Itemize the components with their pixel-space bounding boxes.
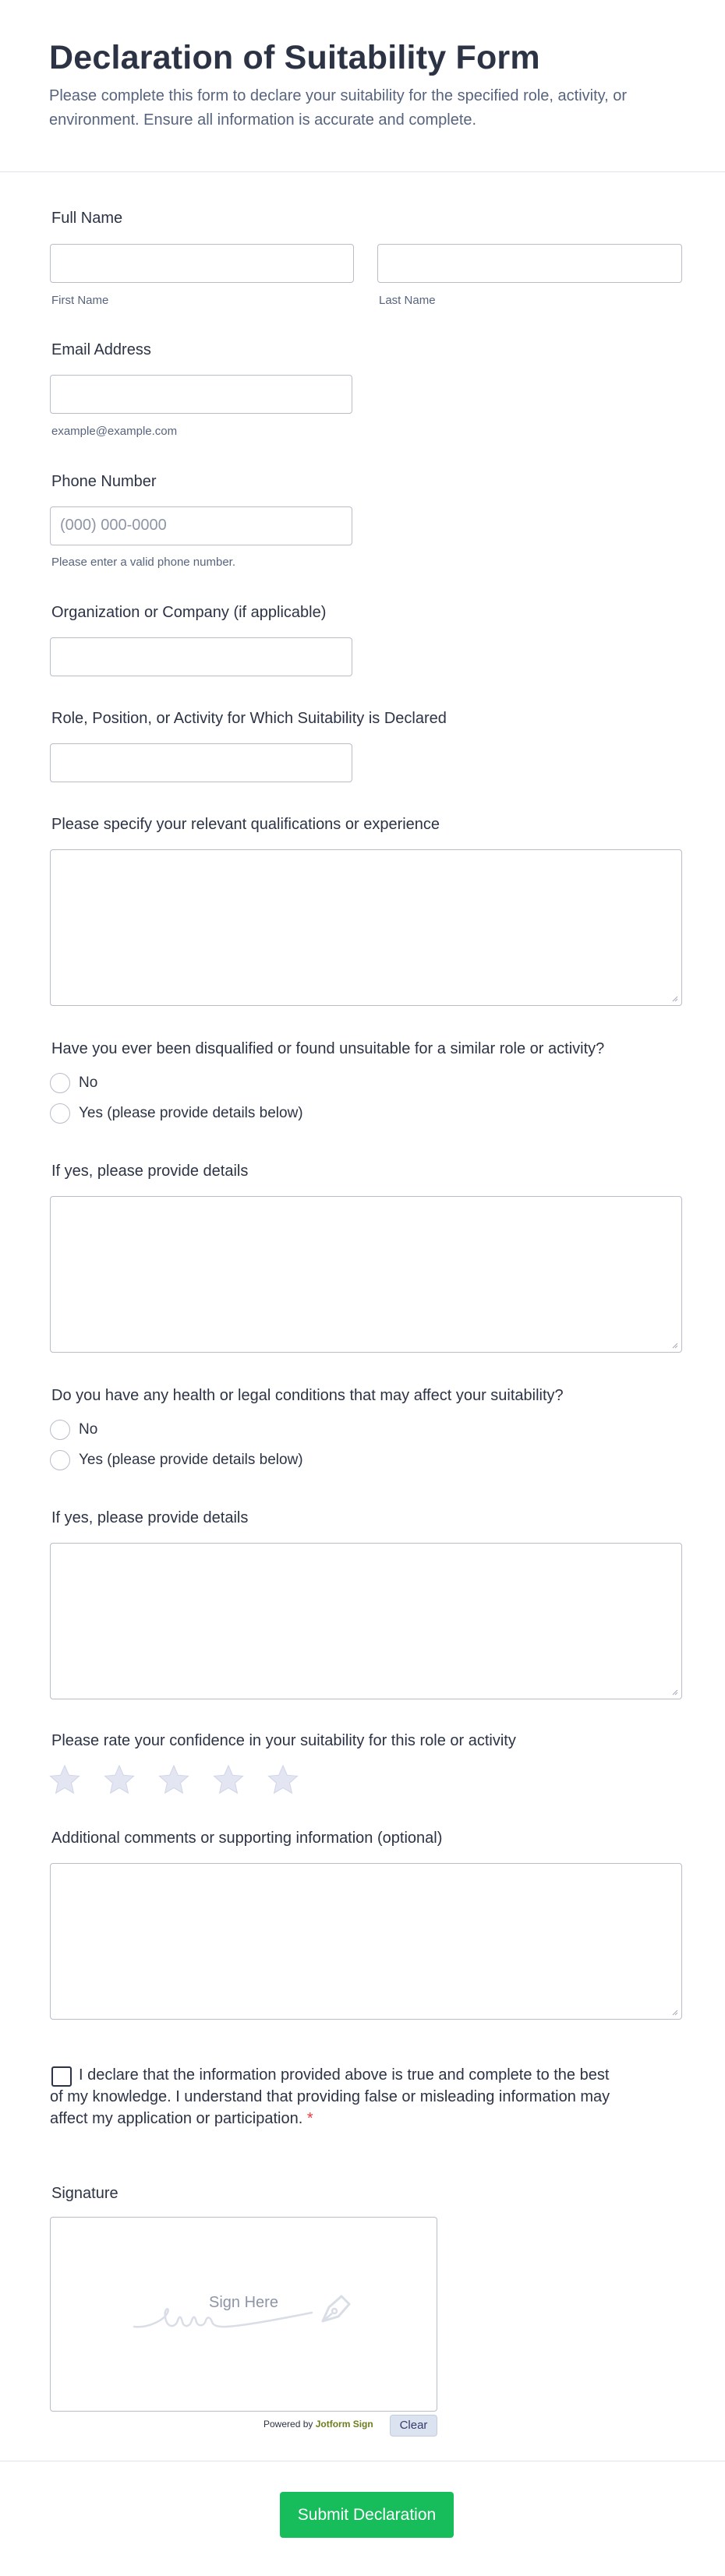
form-title: Declaration of Suitability Form [49, 39, 540, 76]
star-icon[interactable] [157, 1763, 190, 1796]
required-mark: * [306, 2110, 313, 2127]
submit-button[interactable]: Submit Declaration [280, 2492, 454, 2538]
star-icon[interactable] [103, 1763, 136, 1796]
option-label: No [79, 1421, 98, 1438]
full-name-label: Full Name [51, 210, 123, 227]
declaration-text: I declare that the information provided above is true and complete to the best of my knowledge. I understand that providing false or misleading information may affect my application or participation. [50, 2066, 610, 2127]
last-name-input[interactable] [377, 244, 682, 283]
comments-label: Additional comments or supporting information (optional) [51, 1830, 443, 1847]
star-icon[interactable] [212, 1763, 245, 1796]
qualifications-textarea[interactable] [50, 849, 682, 1006]
last-name-sublabel: Last Name [379, 294, 436, 307]
clear-signature-button[interactable]: Clear [390, 2415, 437, 2437]
signature-label: Signature [51, 2185, 118, 2202]
first-name-input[interactable] [50, 244, 354, 283]
resize-grip-icon[interactable] [670, 994, 678, 1002]
resize-grip-icon[interactable] [670, 1341, 678, 1349]
phone-input[interactable] [50, 506, 352, 545]
star-icon[interactable] [267, 1763, 299, 1796]
phone-placeholder: (000) 000-0000 [60, 517, 167, 534]
radio-button[interactable] [50, 1103, 70, 1124]
role-input[interactable] [50, 743, 352, 782]
first-name-sublabel: First Name [51, 294, 109, 307]
resize-grip-icon[interactable] [670, 1688, 678, 1696]
star-icon[interactable] [48, 1763, 81, 1796]
sign-here-placeholder: Sign Here [209, 2294, 278, 2311]
option-label: Yes (please provide details below) [79, 1452, 303, 1468]
comments-textarea[interactable] [50, 1863, 682, 2020]
rating-label: Please rate your confidence in your suitability for this role or activity [51, 1732, 516, 1749]
option-label: Yes (please provide details below) [79, 1105, 303, 1121]
disqualified-question: Have you ever been disqualified or found unsuitable for a similar role or activity? [51, 1040, 605, 1057]
organization-input[interactable] [50, 637, 352, 676]
health-details-textarea[interactable] [50, 1543, 682, 1699]
phone-sublabel: Please enter a valid phone number. [51, 556, 235, 569]
declaration-label [50, 2064, 611, 2130]
pen-nib-icon [318, 2292, 354, 2326]
qualifications-label: Please specify your relevant qualifications or experience [51, 816, 440, 833]
resize-grip-icon[interactable] [670, 2008, 678, 2016]
jotform-sign-brand: Jotform Sign [315, 2419, 373, 2430]
radio-button[interactable] [50, 1420, 70, 1440]
email-label: Email Address [51, 341, 151, 358]
powered-prefix: Powered by [263, 2419, 313, 2430]
role-label: Role, Position, or Activity for Which Suitability is Declared [51, 710, 447, 727]
phone-label: Phone Number [51, 473, 157, 490]
organization-label: Organization or Company (if applicable) [51, 604, 327, 621]
health-details-label: If yes, please provide details [51, 1509, 249, 1526]
radio-button[interactable] [50, 1073, 70, 1093]
disqualified-details-label: If yes, please provide details [51, 1163, 249, 1180]
disqualified-details-textarea[interactable] [50, 1196, 682, 1353]
radio-button[interactable] [50, 1450, 70, 1470]
option-label: No [79, 1075, 98, 1091]
powered-by-text [263, 2419, 373, 2430]
email-sublabel: example@example.com [51, 425, 178, 438]
signature-pad[interactable] [50, 2217, 437, 2412]
email-input[interactable] [50, 375, 352, 414]
form-header [0, 0, 725, 172]
health-question: Do you have any health or legal conditions that may affect your suitability? [51, 1387, 564, 1404]
form-description: Please complete this form to declare your suitability for the specified role, activity, or environment. Ensure all information is accurate and complete. [49, 87, 628, 129]
